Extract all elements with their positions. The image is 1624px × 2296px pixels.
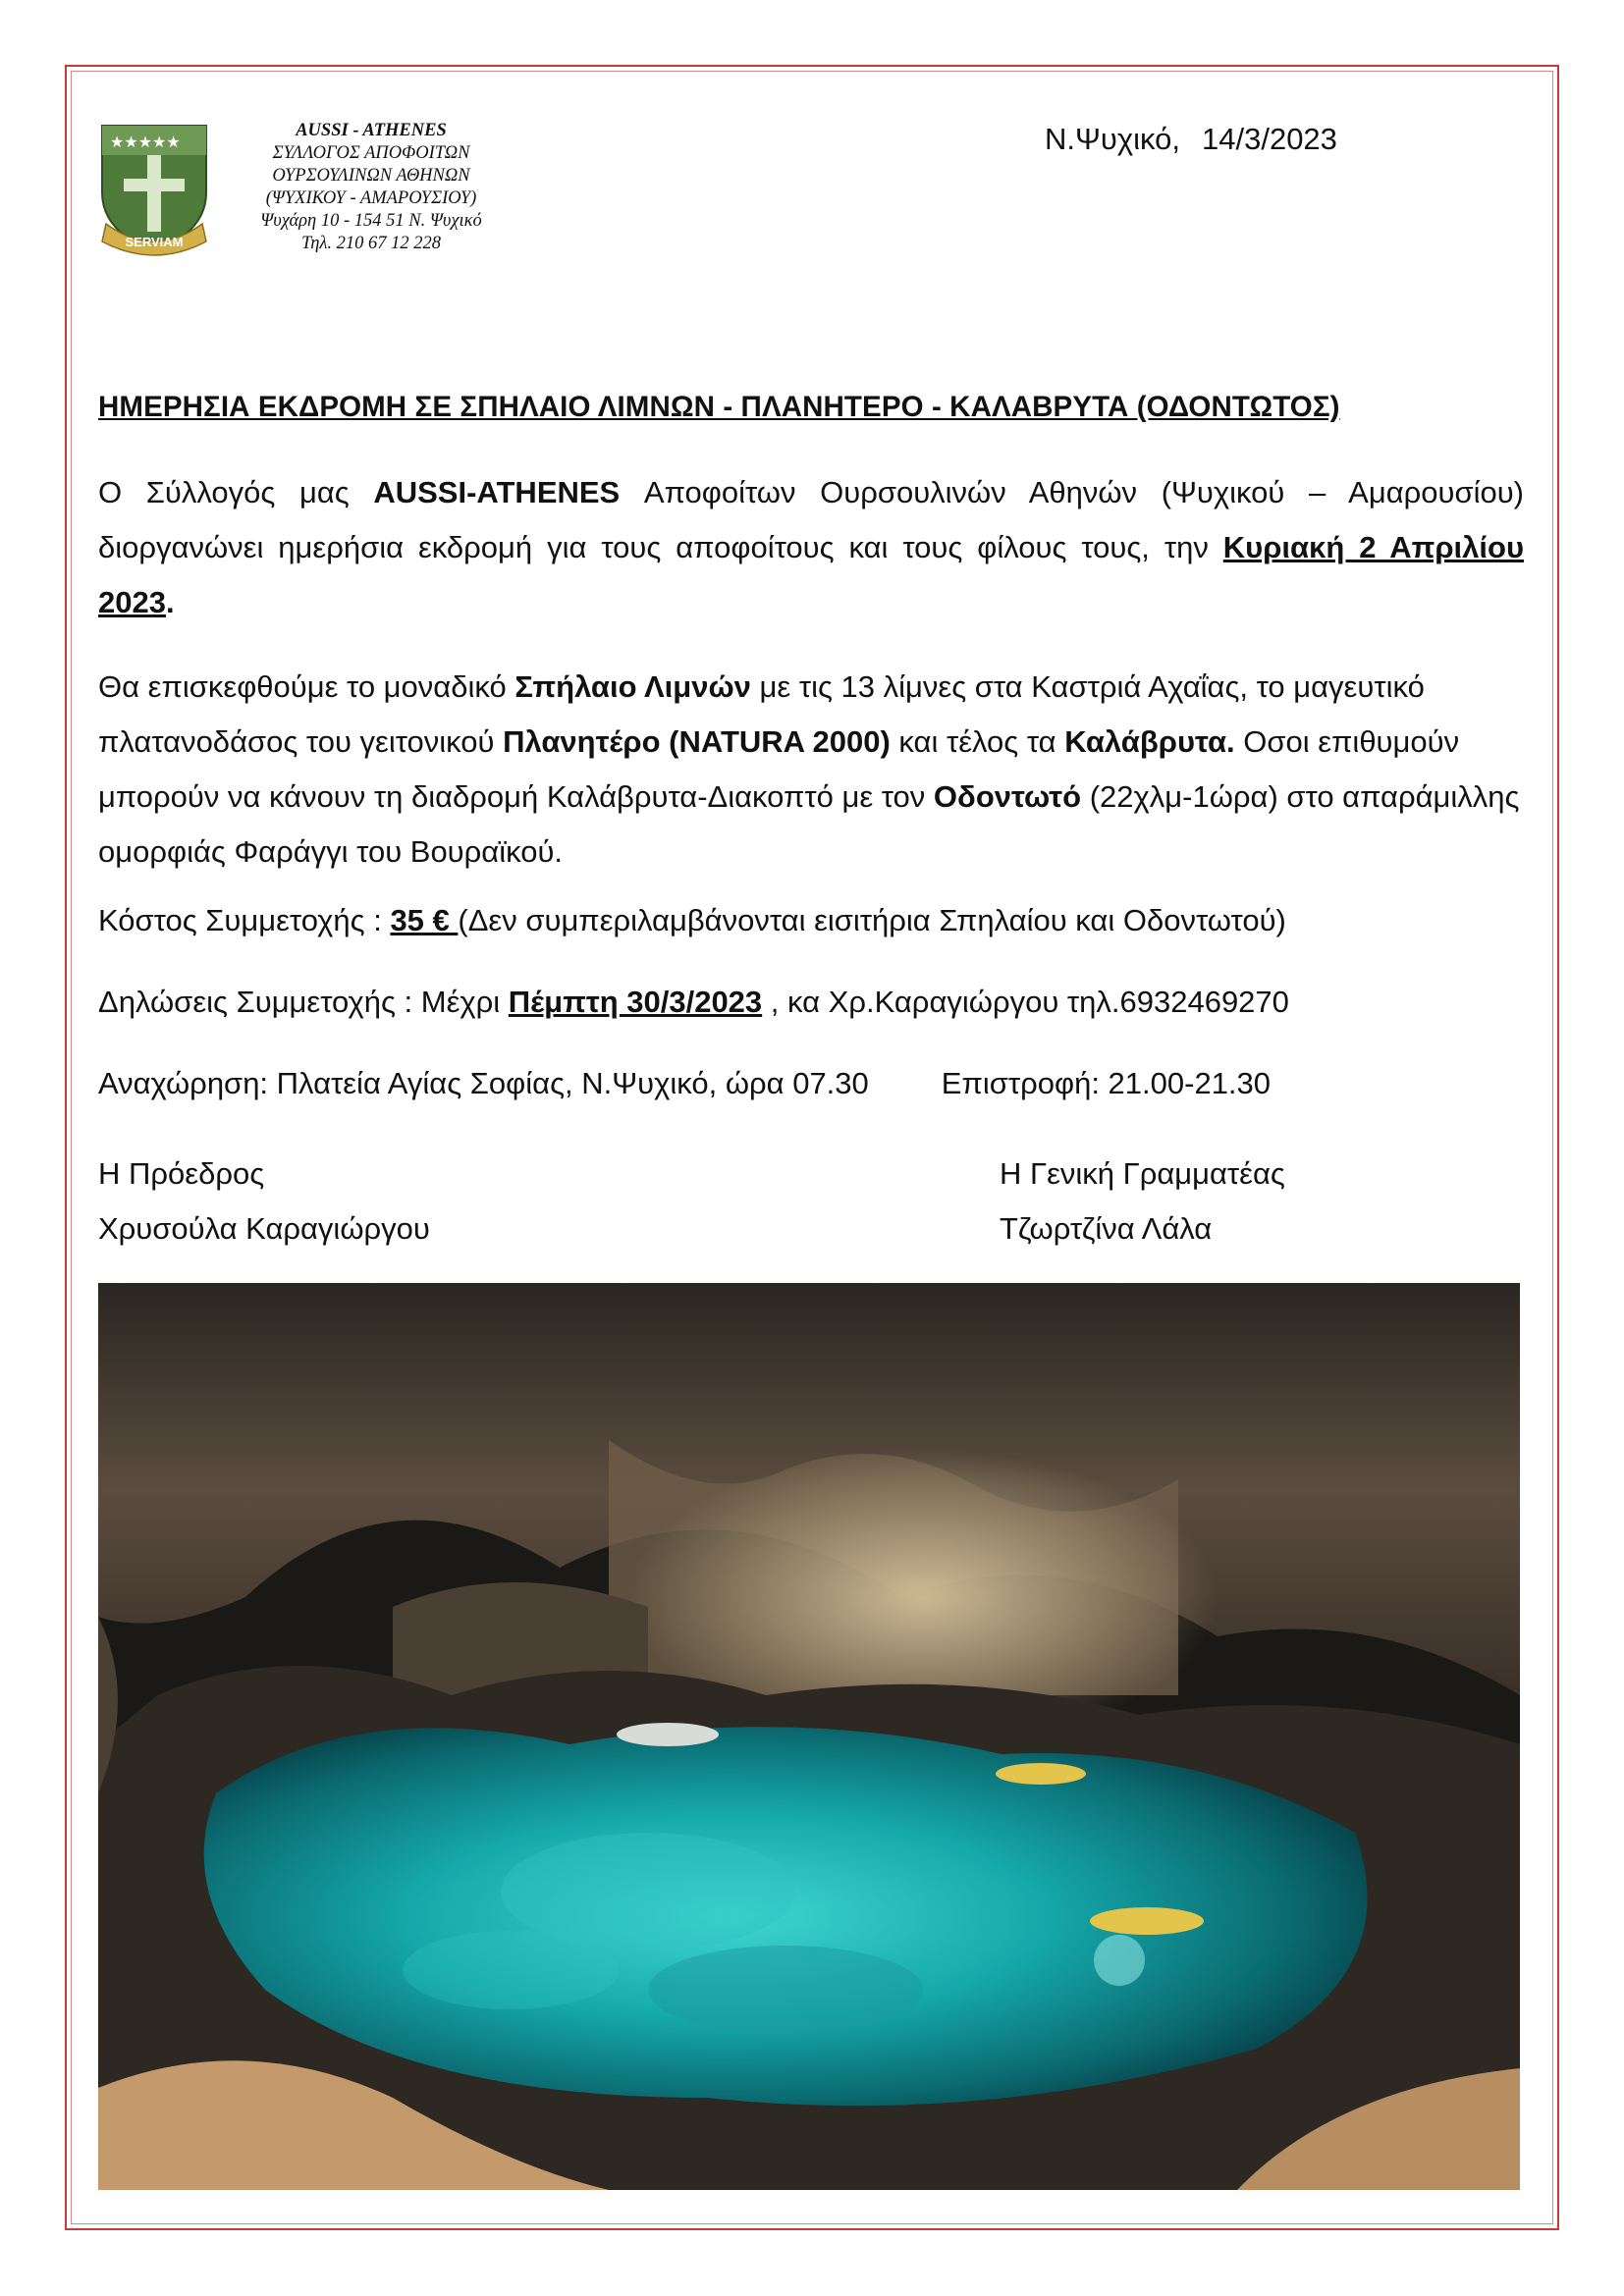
signature-president: [98, 1147, 430, 1256]
kalavryta-name: Καλάβρυτα.: [1064, 724, 1235, 759]
date-value: 14/3/2023: [1202, 122, 1337, 156]
cave-name: Σπήλαιο Λιμνών: [514, 669, 751, 704]
page-title: ΗΜΕΡΗΣΙΑ ΕΚΔΡΟΜΗ ΣΕ ΣΠΗΛΑΙΟ ΛΙΜΝΩΝ - ΠΛΑΝΗΤΕΡΟ - ΚΑΛΑΒΡΥΤΑ (ΟΔΟΝΤΩΤΟΣ): [98, 391, 1340, 423]
date-place: Ν.Ψυχικό,: [1045, 122, 1180, 156]
participation-cost: Κόστος Συμμετοχής : 35 € (Δεν συμπεριλαμβάνονται εισιτήρια Σπηλαίου και Οδοντωτού): [98, 903, 1286, 937]
intro-paragraph: Ο Σύλλογός μας AUSSI-ATHENES Αποφοίτων Ουρσουλινών Αθηνών (Ψυχικού – Αμαρουσίου) διοργανώνει ημερήσια εκδρομή για τους αποφοίτους και τους φίλους τους, την Κυριακή 2 Απριλίου 2023.: [98, 475, 1524, 619]
deadline-date: Πέμπτη 30/3/2023: [508, 985, 763, 1019]
trip-date: Κυριακή 2 Απριλίου 2023: [98, 530, 1524, 619]
svg-text:★★★★★: ★★★★★: [110, 133, 181, 151]
letter-date: [1045, 122, 1337, 157]
org-name-bold: AUSSI-ATHENES: [373, 475, 621, 509]
secretary-role: Η Γενική Γραμματέας: [1000, 1156, 1285, 1191]
itinerary-paragraph: Θα επισκεφθούμε το μοναδικό Σπήλαιο Λιμνών με τις 13 λίμνες στα Καστριά Αχαΐας, το μαγευτικό πλατανοδάσος του γειτονικού Πλανητέρο (NATURA 2000) και τέλος τα Καλάβρυτα. Οσοι επιθυμούν μπορούν να κάνουν τη διαδρομή Καλάβρυτα-Διακοπτό με τον Οδοντωτό (22χλμ-1ώρα) στο απαράμιλλης ομορφιάς Φαράγγι του Βουραϊκού.: [98, 669, 1520, 869]
president-name: Χρυσούλα Καραγιώργου: [98, 1211, 430, 1246]
association-logo: [96, 122, 212, 259]
return-text: Επιστροφή: 21.00-21.30: [941, 1066, 1272, 1100]
org-line-3: (ΨΥΧΙΚΟΥ - ΑΜΑΡΟΥΣΙΟΥ): [265, 188, 477, 208]
cost-amount: 35 €: [390, 903, 459, 937]
contact-info: , κα Χρ.Καραγιώργου τηλ.6932469270: [762, 985, 1289, 1019]
departure-text: Αναχώρηση: Πλατεία Αγίας Σοφίας, Ν.Ψυχικό, ώρα 07.30: [98, 1066, 869, 1100]
odontotos-name: Οδοντωτό: [933, 779, 1082, 814]
president-role: Η Πρόεδρος: [98, 1156, 265, 1191]
cave-lake-photo: [98, 1283, 1520, 2190]
signature-secretary: [1000, 1147, 1285, 1256]
departure-info: [98, 1066, 1271, 1101]
participation-declarations: Δηλώσεις Συμμετοχής : Μέχρι Πέμπτη 30/3/2023 , κα Χρ.Καραγιώργου τηλ.6932469270: [98, 985, 1289, 1019]
planitero-name: Πλανητέρο (NATURA 2000): [503, 724, 891, 759]
org-title: AUSSI - ATHENES: [296, 121, 447, 140]
secretary-name: Τζωρτζίνα Λάλα: [1000, 1211, 1213, 1246]
org-line-2: ΟΥΡΣΟΥΛΙΝΩΝ ΑΘΗΝΩΝ: [272, 166, 470, 186]
cost-note: (Δεν συμπεριλαμβάνονται εισιτήρια Σπηλαίου και Οδοντωτού): [458, 903, 1286, 937]
organization-header: [224, 120, 518, 255]
logo-motto: SERVIAM: [125, 235, 184, 249]
org-line-1: ΣΥΛΛΟΓΟΣ ΑΠΟΦΟΙΤΩΝ: [272, 143, 470, 163]
org-phone: Τηλ. 210 67 12 228: [300, 234, 442, 253]
org-address: Ψυχάρη 10 - 154 51 Ν. Ψυχικό: [260, 211, 482, 231]
